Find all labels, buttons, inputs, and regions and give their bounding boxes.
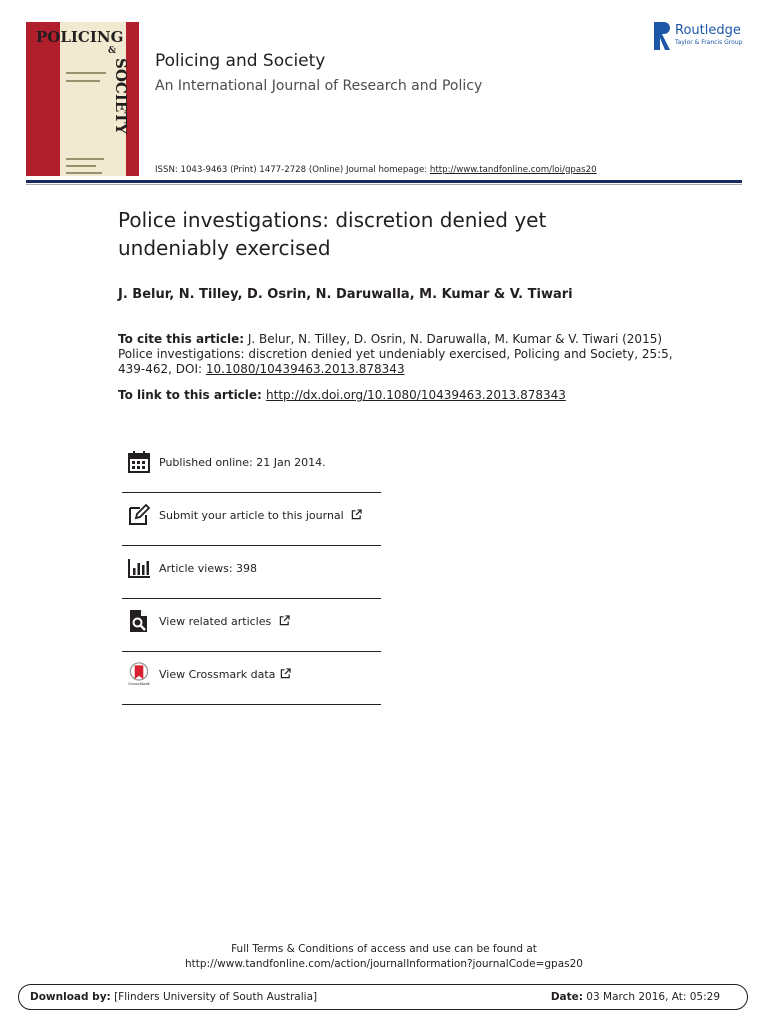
citation-block: [118, 332, 678, 377]
download-value: [Flinders University of South Australia]: [110, 991, 318, 1003]
cover-title-society: SOCIETY: [112, 58, 130, 135]
publisher-name: Routledge: [675, 23, 741, 38]
journal-cover-thumbnail: [26, 22, 139, 176]
crossmark-logo-text: CrossMark: [128, 681, 150, 686]
download-by: [30, 991, 317, 1003]
routledge-logo[interactable]: [654, 22, 749, 50]
journal-homepage-link[interactable]: http://www.tandfonline.com/loi/gpas20: [429, 165, 597, 175]
date-label: Date:: [550, 991, 583, 1003]
date-value: 03 March 2016, At: 05:29: [582, 991, 720, 1003]
cover-title-policing: POLICING: [36, 28, 124, 46]
cover-ampersand: &: [108, 46, 117, 56]
issn-text: ISSN: 1043-9463 (Print) 1477-2728 (Online) Journal homepage:: [155, 165, 430, 175]
related-articles-link[interactable]: [159, 615, 290, 628]
calendar-icon: [127, 450, 151, 474]
document-search-icon: [127, 609, 151, 633]
terms-notice: [0, 942, 768, 972]
article-authors: J. Belur, N. Tilley, D. Osrin, N. Daruwalla, M. Kumar & V. Tiwari: [118, 287, 573, 302]
published-row: [122, 440, 381, 493]
crossmark-row[interactable]: [122, 652, 381, 705]
crossmark-link[interactable]: [159, 668, 291, 681]
cover-line: [66, 165, 96, 167]
terms-url[interactable]: http://www.tandfonline.com/action/journalInformation?journalCode=gpas20: [185, 958, 583, 970]
publisher-group: Taylor & Francis Group: [675, 39, 743, 46]
article-title: Police investigations: discretion denied yet undeniably exercised: [118, 208, 547, 260]
edit-icon: [127, 503, 151, 527]
cite-label: To cite this article:: [118, 332, 245, 346]
cover-line: [66, 80, 100, 82]
crossmark-icon: [127, 662, 151, 686]
related-row[interactable]: [122, 599, 381, 652]
cover-line: [66, 172, 102, 174]
download-date: [551, 991, 720, 1003]
cite-doi-link[interactable]: 10.1080/10439463.2013.878343: [205, 362, 405, 376]
crossmark-label: View Crossmark data: [159, 668, 276, 681]
external-link-icon: [351, 509, 362, 520]
views-row: [122, 546, 381, 599]
submit-label: Submit your article to this journal: [159, 509, 344, 522]
related-label: View related articles: [159, 615, 272, 628]
cover-line: [66, 158, 104, 160]
journal-subtitle: An International Journal of Research and Policy: [155, 78, 483, 94]
article-doi-link[interactable]: http://dx.doi.org/10.1080/10439463.2013.878343: [266, 388, 566, 402]
submit-row[interactable]: [122, 493, 381, 546]
cover-line: [66, 72, 106, 74]
routledge-r-icon: [654, 22, 671, 50]
header-rule-thin: [26, 184, 742, 185]
article-info-list: [122, 440, 381, 705]
issn-line: [155, 165, 597, 175]
header-rule: [26, 180, 742, 183]
journal-title: Policing and Society: [155, 51, 326, 71]
download-label: Download by:: [30, 991, 111, 1003]
submit-article-link[interactable]: [159, 509, 362, 522]
published-date: Published online: 21 Jan 2014.: [159, 456, 326, 469]
external-link-icon: [279, 615, 290, 626]
article-views: Article views: 398: [159, 562, 258, 575]
external-link-icon: [280, 668, 291, 679]
download-info-box: [18, 984, 748, 1010]
terms-line: Full Terms & Conditions of access and use can be found at: [231, 943, 537, 955]
bar-chart-icon: [127, 556, 151, 580]
cite-text: J. Belur, N. Tilley, D. Osrin, N. Daruwalla, M. Kumar & V. Tiwari (2015) Police investigations: discretion denied yet undeniably exercised, Policing and Society, 25:5, 439-462, DOI:: [118, 332, 673, 376]
article-link-line: [118, 388, 566, 402]
link-label: To link to this article:: [118, 388, 267, 402]
